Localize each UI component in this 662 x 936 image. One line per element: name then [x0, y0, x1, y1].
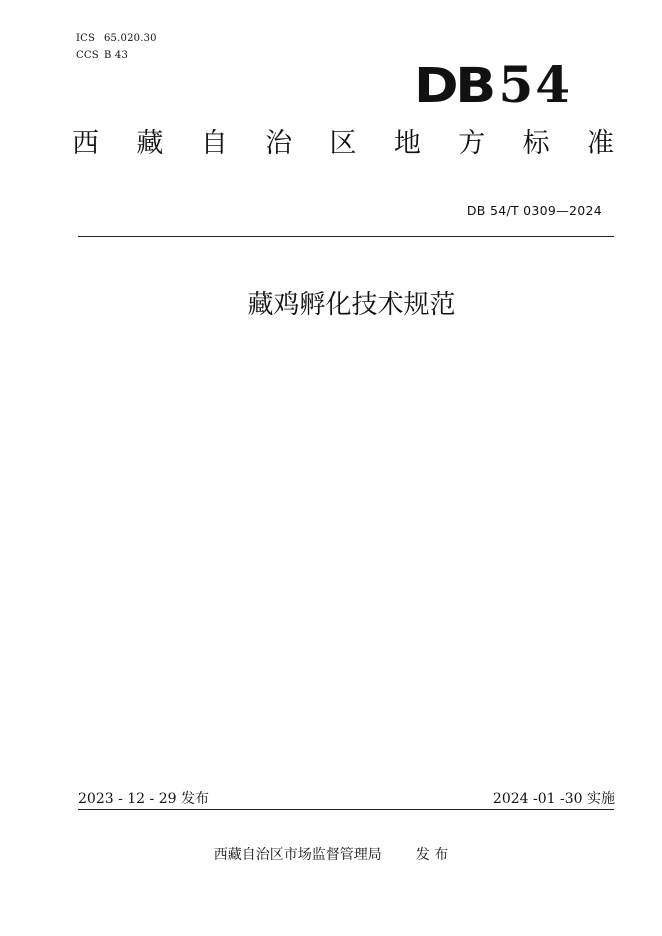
- top-divider: [78, 236, 614, 237]
- standard-number: DB 54/T 0309—2024: [466, 203, 602, 218]
- date-row: [78, 789, 615, 809]
- db-mark-letters: DB: [414, 58, 493, 114]
- ics-label: ICS: [76, 33, 96, 44]
- standard-type-char: 藏: [136, 128, 164, 159]
- standard-type-char: 自: [200, 128, 228, 159]
- db-mark-number: 54: [498, 55, 573, 114]
- db-standard-mark: [414, 54, 573, 114]
- standard-type-char: 准: [587, 128, 614, 159]
- standard-type-char: 地: [393, 128, 421, 159]
- ccs-code: B 43: [104, 50, 129, 61]
- standard-type-char: 方: [458, 128, 486, 159]
- issue-date: 2023 - 12 - 29 发布: [78, 791, 209, 807]
- implementation-date: 2024 -01 -30 实施: [492, 791, 615, 807]
- ics-classification: [76, 32, 157, 46]
- standard-type-char: 区: [329, 128, 357, 159]
- publisher-name: 西藏自治区市场监督管理局: [213, 847, 382, 863]
- standard-type-char: 治: [265, 128, 293, 159]
- publisher-line: [0, 845, 662, 865]
- standard-type-char: 标: [522, 128, 550, 159]
- document-title: 藏鸡孵化技术规范: [247, 290, 456, 320]
- ccs-label: CCS: [76, 50, 99, 61]
- ics-code: 65.020.30: [104, 33, 157, 44]
- standard-type-char: 西: [72, 128, 99, 159]
- bottom-divider: [78, 809, 614, 810]
- publish-action: 发 布: [415, 847, 449, 863]
- ccs-classification: [76, 49, 128, 63]
- standard-type-heading: [72, 126, 614, 162]
